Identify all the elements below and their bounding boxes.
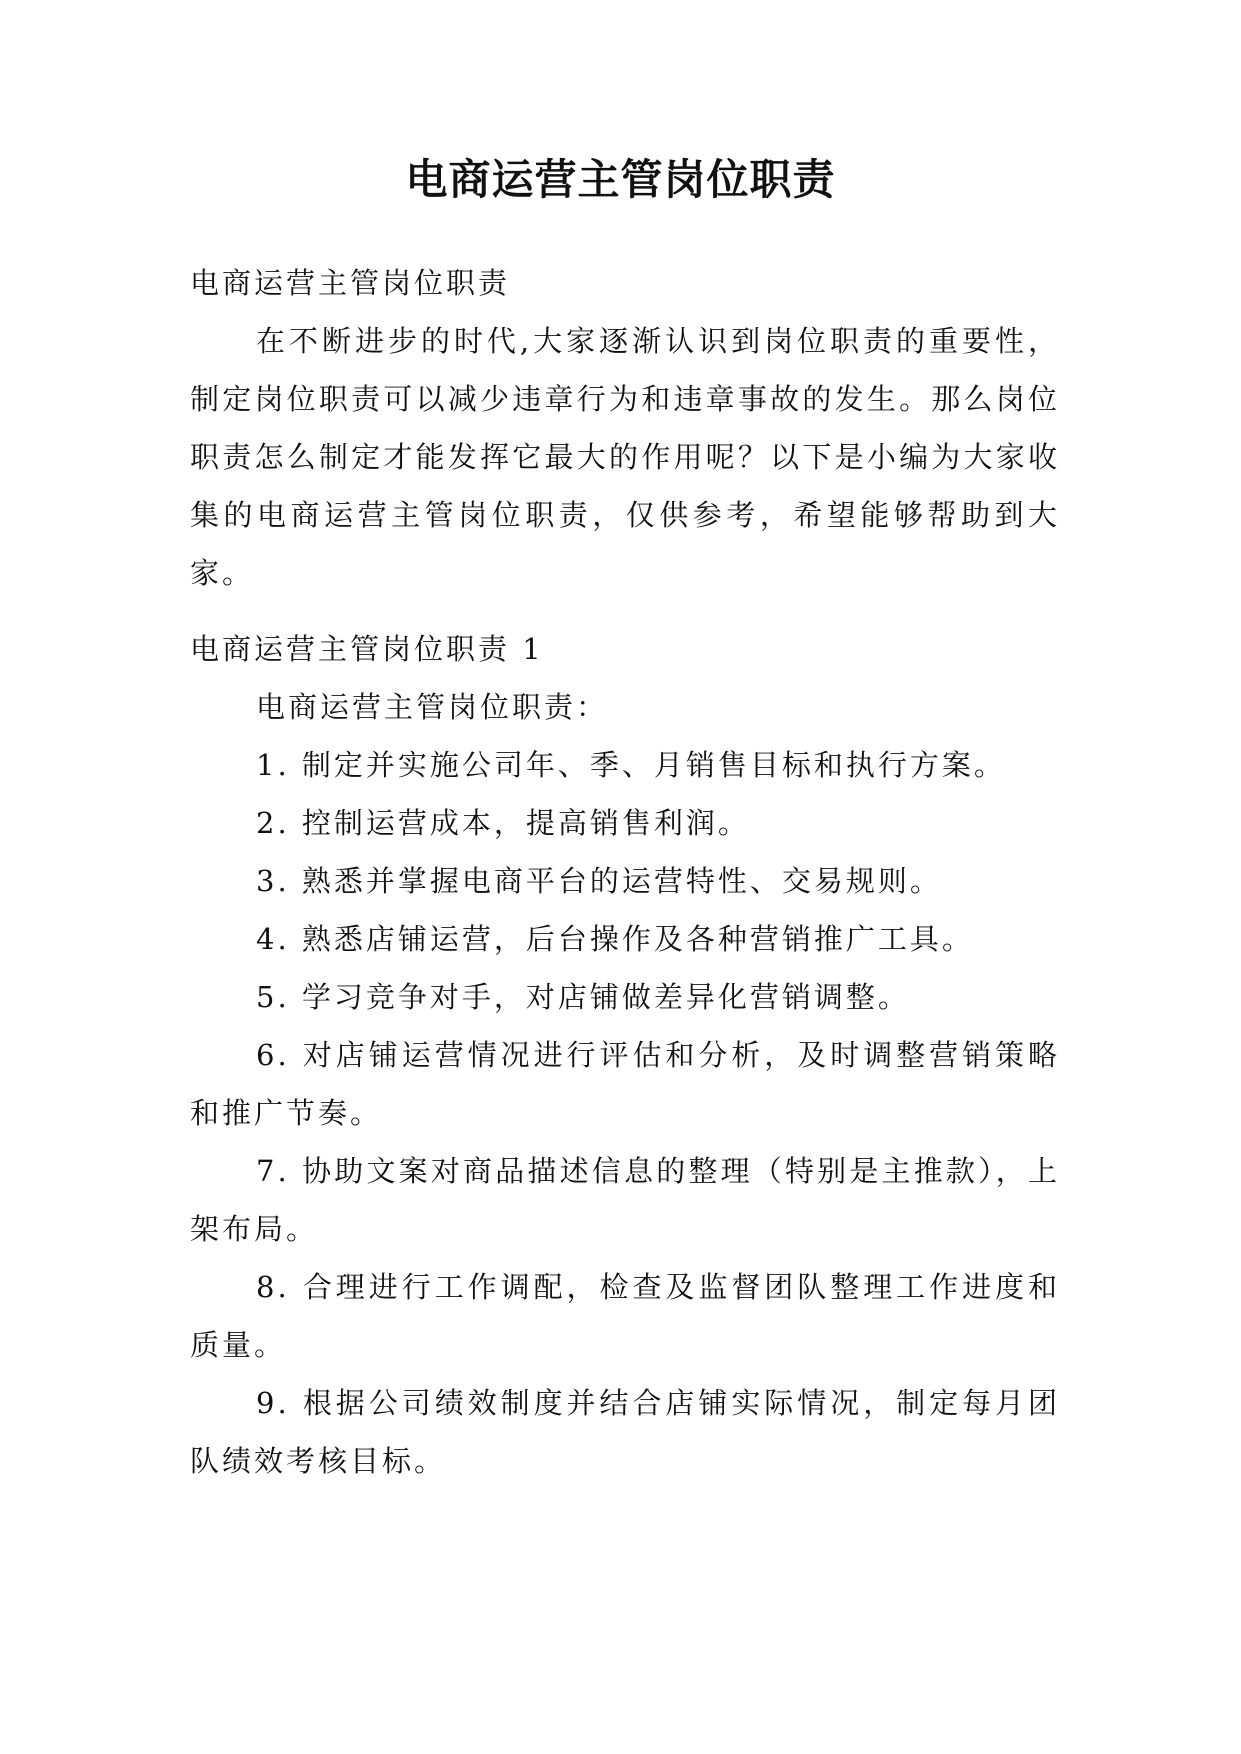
document-title: 电商运营主管岗位职责	[405, 155, 836, 204]
list-item: 8. 合理进行工作调配，检查及监督团队整理工作进度和质量。	[190, 1270, 1060, 1362]
list-item: 1. 制定并实施公司年、季、月销售目标和执行方案。	[256, 748, 1006, 782]
list-item: 3. 熟悉并掌握电商平台的运营特性、交易规则。	[256, 864, 942, 898]
intro-heading: 电商运营主管岗位职责	[190, 266, 511, 300]
list-item: 5. 学习竞争对手，对店铺做差异化营销调整。	[256, 980, 910, 1014]
list-item: 6. 对店铺运营情况进行评估和分析，及时调整营销策略和推广节奏。	[190, 1038, 1060, 1130]
section-subheading: 电商运营主管岗位职责：	[256, 690, 609, 724]
list-item: 9. 根据公司绩效制度并结合店铺实际情况，制定每月团队绩效考核目标。	[190, 1386, 1060, 1478]
section-heading: 电商运营主管岗位职责 1	[190, 632, 544, 666]
intro-paragraph: 在不断进步的时代,大家逐渐认识到岗位职责的重要性，制定岗位职责可以减少违章行为和违章事故的发生。那么岗位职责怎么制定才能发挥它最大的作用呢？以下是小编为大家收集的电商运营主管岗位职责，仅供参考，希望能够帮助到大家。	[190, 324, 1060, 590]
list-item: 4. 熟悉店铺运营，后台操作及各种营销推广工具。	[256, 922, 974, 956]
list-item: 7. 协助文案对商品描述信息的整理（特别是主推款），上架布局。	[190, 1154, 1060, 1246]
list-item: 2. 控制运营成本，提高销售利润。	[256, 806, 750, 840]
